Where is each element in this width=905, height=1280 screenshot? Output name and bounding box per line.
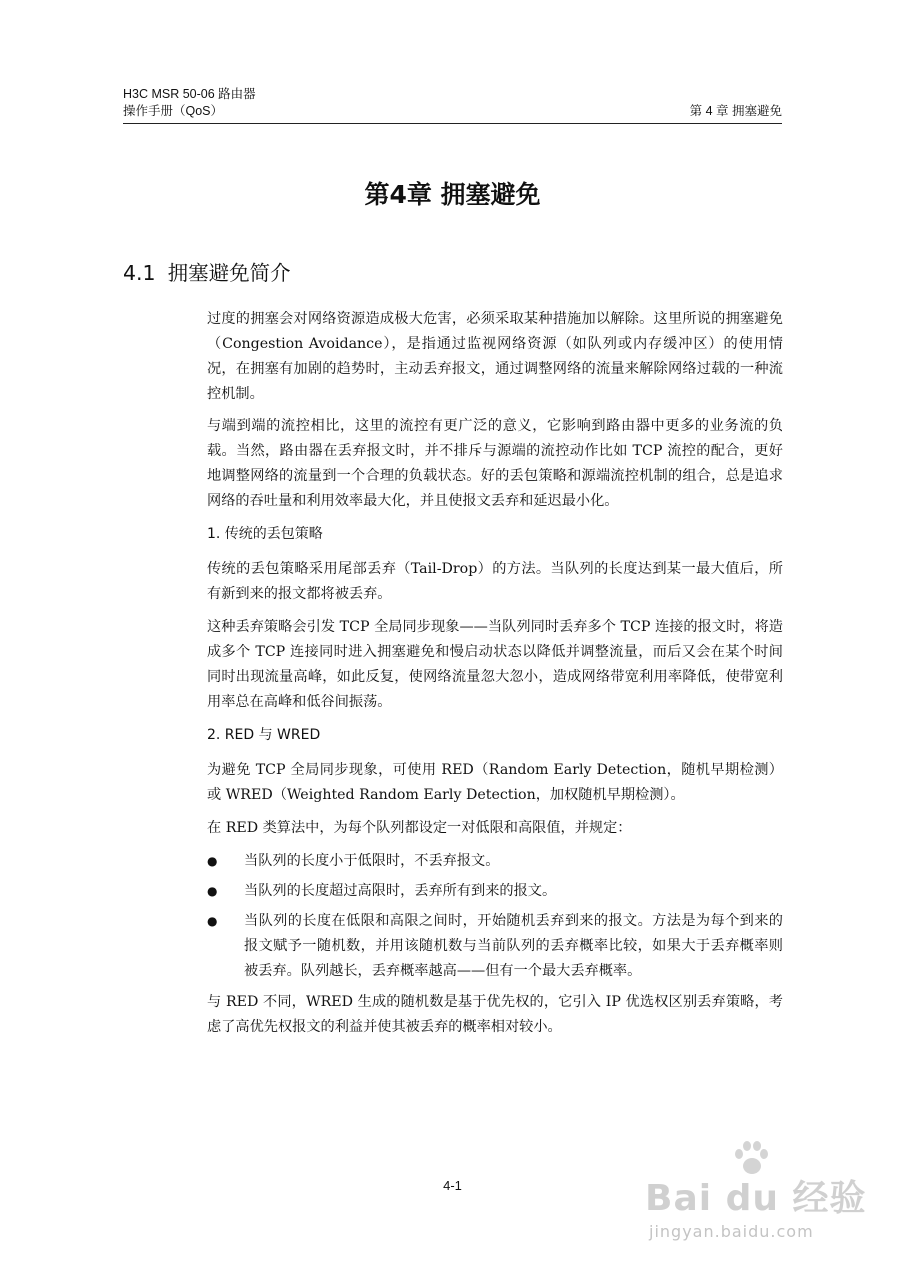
section-title [123,256,303,286]
paragraph-wred: 与 RED 不同，WRED 生成的随机数是基于优先权的，它引入 IP 优选权区别丢弃策略，考虑了高优先权报文的利益并使其被丢弃的概率相对较小。 [207,994,783,1035]
section-number: 4.1 [123,261,156,285]
chapter-title: 第4章 拥塞避免 [364,180,541,209]
header-product: H3C MSR 50-06 路由器 [123,87,256,101]
red-rules-list [207,849,783,984]
bullet-icon: ● [207,884,218,898]
paragraph-tail-drop-2: 这种丢弃策略会引发 TCP 全局同步现象——当队列同时丢弃多个 TCP 连接的报文时，将造成多个 TCP 连接同时进入拥塞避免和慢启动状态以降低并调整流量，而后又会在某个时间同时出现流量高峰，如此反复，使网络流量忽大忽小，造成网络带宽利用率降低，使带宽利用率总在高峰和低谷间振荡。 [207,619,783,710]
header-manual: 操作手册（QoS） [123,104,224,118]
page-number: 4-1 [443,1178,462,1193]
list-item: ● 当队列的长度超过高限时，丢弃所有到来的报文。 [207,879,783,904]
baidu-watermark [645,1140,867,1250]
paragraph-intro-1: 过度的拥塞会对网络资源造成极大危害，必须采取某种措施加以解除。这里所说的拥塞避免（Congestion Avoidance），是指通过监视网络资源（如队列或内存缓冲区）的使用情况，在拥塞有加剧的趋势时，主动丢弃报文，通过调整网络的流量来解除网络过载的一种流控机制。 [207,311,783,402]
watermark-url: jingyan.baidu.com [649,1222,814,1241]
list-item: ● 当队列的长度小于低限时，不丢弃报文。 [207,849,783,874]
watermark-brand: Bai du 经验 [645,1178,867,1219]
document-body [207,307,783,1048]
bullet-icon: ● [207,914,218,928]
paragraph-intro-2: 与端到端的流控相比，这里的流控有更广泛的意义，它影响到路由器中更多的业务流的负载。当然，路由器在丢弃报文时，并不排斥与源端的流控动作比如 TCP 流控的配合，更好地调整网络的流量到一个合理的负载状态。好的丢包策略和源端流控机制的组合，总是追求网络的吞吐量和利用效率最大化，并且使报文丢弃和延迟最小化。 [207,418,783,509]
paragraph-tail-drop-1: 传统的丢包策略采用尾部丢弃（Tail-Drop）的方法。当队列的长度达到某一最大值后，所有新到来的报文都将被丢弃。 [207,561,783,602]
paragraph-red-2: 在 RED 类算法中，为每个队列都设定一对低限和高限值，并规定： [207,820,632,836]
section-name: 拥塞避免简介 [167,261,291,285]
bullet-icon: ● [207,854,218,868]
subheading-red-wred: 2. RED 与 WRED [207,727,321,743]
header-chapter-ref: 第 4 章 拥塞避免 [689,104,782,118]
list-item: ● 当队列的长度在低限和高限之间时，开始随机丢弃到来的报文。方法是为每个到来的报文赋予一随机数，并用该随机数与当前队列的丢弃概率比较，如果大于丢弃概率则被丢弃。队列越长，丢弃概率越高——但有一个最大丢弃概率。 [207,909,783,984]
paragraph-red-1: 为避免 TCP 全局同步现象，可使用 RED（Random Early Detection，随机早期检测）或 WRED（Weighted Random Early Detection，加权随机早期检测）。 [207,762,783,803]
header-rule [123,123,782,124]
subheading-tail-drop: 1. 传统的丢包策略 [207,526,323,542]
